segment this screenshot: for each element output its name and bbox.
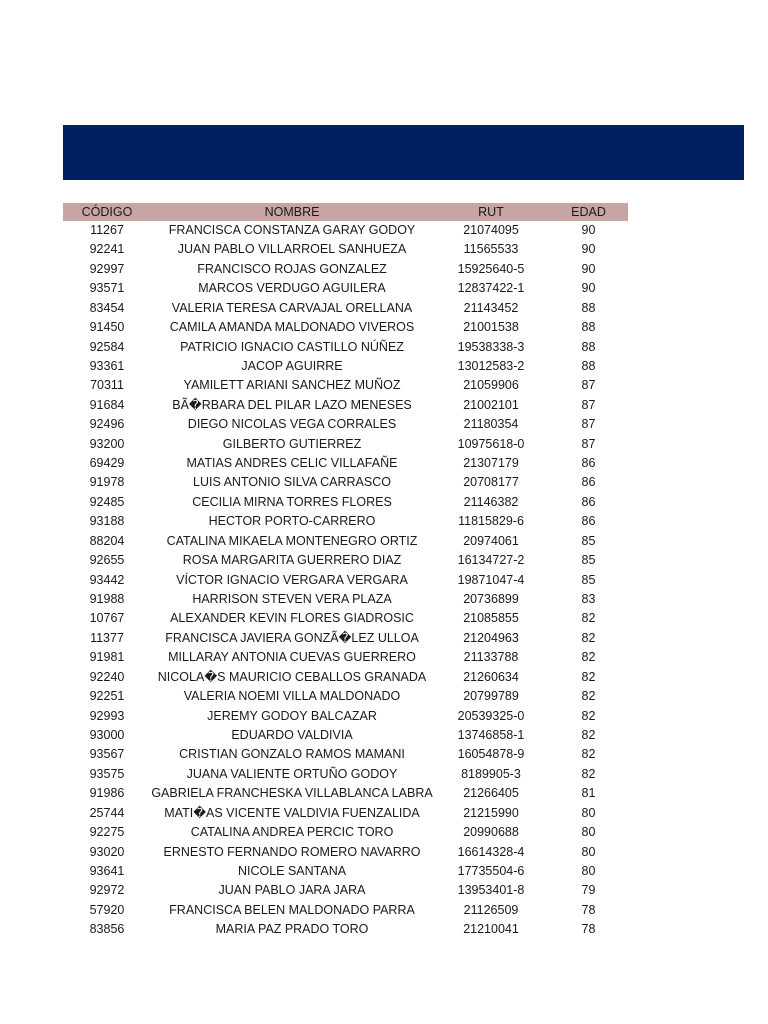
cell-codigo: 83454 [89, 300, 125, 315]
cell-edad: 80 [581, 825, 596, 840]
cell-rut: 21085855 [463, 611, 519, 626]
cell-edad: 88 [581, 339, 596, 354]
cell-nombre: MARIA PAZ PRADO TORO [215, 922, 369, 937]
cell-rut: 21215990 [463, 805, 519, 820]
cell-edad: 82 [581, 689, 596, 704]
cell-codigo: 92997 [89, 261, 125, 276]
cell-codigo: 92251 [89, 689, 125, 704]
cell-nombre: MATIAS ANDRES CELIC VILLAFAÑE [186, 456, 398, 471]
cell-rut: 21146382 [463, 494, 519, 509]
table-row [63, 707, 628, 726]
cell-rut: 13746858-1 [457, 727, 525, 742]
cell-rut: 16134727-2 [457, 553, 525, 568]
cell-rut: 10975618-0 [457, 436, 525, 451]
cell-rut: 20799789 [463, 689, 519, 704]
table-row [63, 338, 628, 357]
cell-codigo: 92485 [89, 494, 125, 509]
table-row [63, 862, 628, 881]
student-table [63, 203, 628, 940]
cell-codigo: 91978 [89, 475, 125, 490]
cell-edad: 90 [581, 281, 596, 296]
cell-codigo: 93361 [89, 358, 125, 373]
table-row [63, 609, 628, 628]
cell-nombre: GILBERTO GUTIERREZ [222, 436, 362, 451]
cell-codigo: 83856 [89, 922, 125, 937]
cell-rut: 20708177 [463, 475, 519, 490]
cell-codigo: 10767 [89, 611, 125, 626]
table-row [63, 532, 628, 551]
table-row [63, 473, 628, 492]
cell-rut: 20736899 [463, 592, 519, 607]
cell-rut: 12837422-1 [457, 281, 525, 296]
cell-rut: 16614328-4 [457, 844, 525, 859]
column-header-rut: RUT [478, 205, 504, 219]
cell-edad: 82 [581, 669, 596, 684]
cell-nombre: MARCOS VERDUGO AGUILERA [198, 281, 386, 296]
table-row [63, 396, 628, 415]
cell-codigo: 57920 [89, 902, 125, 917]
table-row [63, 687, 628, 706]
table-row [63, 376, 628, 395]
table-row [63, 415, 628, 434]
cell-rut: 13953401-8 [457, 883, 525, 898]
cell-nombre: CATALINA MIKAELA MONTENEGRO ORTIZ [166, 533, 418, 548]
cell-edad: 90 [581, 261, 596, 276]
cell-rut: 21133788 [463, 650, 519, 665]
cell-nombre: FRANCISCA CONSTANZA GARAY GODOY [168, 223, 416, 237]
cell-codigo: 69429 [89, 456, 125, 471]
cell-nombre: JEREMY GODOY BALCAZAR [207, 708, 377, 723]
table-row [63, 299, 628, 318]
cell-codigo: 11267 [90, 223, 124, 237]
table-row [63, 240, 628, 259]
column-header-nombre: NOMBRE [264, 205, 320, 219]
cell-edad: 82 [581, 727, 596, 742]
cell-nombre: ROSA MARGARITA GUERRERO DIAZ [182, 553, 402, 568]
cell-nombre: LUIS ANTONIO SILVA CARRASCO [193, 475, 391, 490]
cell-nombre: CRISTIAN GONZALO RAMOS MAMANI [179, 747, 405, 762]
cell-nombre: NICOLA�S MAURICIO CEBALLOS GRANADA [157, 669, 427, 684]
cell-rut: 21210041 [463, 922, 519, 937]
table-header-row [63, 203, 628, 221]
cell-codigo: 91981 [89, 650, 125, 665]
cell-rut: 15925640-5 [457, 261, 525, 276]
cell-edad: 82 [581, 766, 596, 781]
cell-nombre: JUAN PABLO JARA JARA [218, 883, 366, 898]
cell-nombre: PATRICIO IGNACIO CASTILLO NÚÑEZ [180, 339, 404, 354]
cell-codigo: 11377 [90, 630, 124, 645]
cell-codigo: 91450 [89, 320, 125, 335]
cell-nombre: ALEXANDER KEVIN FLORES GIADROSIC [170, 611, 414, 626]
table-row [63, 279, 628, 298]
cell-codigo: 25744 [89, 805, 125, 820]
cell-nombre: FRANCISCO ROJAS GONZALEZ [197, 261, 387, 276]
cell-codigo: 91986 [89, 786, 125, 801]
cell-nombre: VÍCTOR IGNACIO VERGARA VERGARA [176, 572, 408, 587]
cell-rut: 21266405 [463, 786, 519, 801]
cell-codigo: 93442 [89, 572, 125, 587]
cell-nombre: NICOLE SANTANA [237, 863, 347, 878]
cell-edad: 82 [581, 747, 596, 762]
table-row [63, 454, 628, 473]
cell-edad: 82 [581, 611, 596, 626]
table-row [63, 590, 628, 609]
cell-edad: 80 [581, 863, 596, 878]
cell-nombre: JACOP AGUIRRE [241, 358, 343, 373]
cell-codigo: 92972 [89, 883, 125, 898]
cell-nombre: MILLARAY ANTONIA CUEVAS GUERRERO [168, 650, 416, 665]
cell-rut: 21260634 [463, 669, 519, 684]
cell-rut: 21307179 [463, 456, 519, 471]
cell-nombre: MATI�AS VICENTE VALDIVIA FUENZALIDA [164, 805, 420, 820]
cell-codigo: 91988 [89, 592, 125, 607]
cell-codigo: 92241 [89, 242, 125, 257]
cell-codigo: 93575 [89, 766, 125, 781]
table-row [63, 512, 628, 531]
column-header-codigo: CÓDIGO [81, 205, 133, 219]
table-row [63, 726, 628, 745]
cell-codigo: 92496 [89, 417, 125, 432]
cell-codigo: 92584 [89, 339, 125, 354]
table-row [63, 901, 628, 920]
cell-edad: 80 [581, 844, 596, 859]
cell-edad: 88 [581, 300, 596, 315]
cell-nombre: CECILIA MIRNA TORRES FLORES [192, 494, 392, 509]
cell-codigo: 92655 [89, 553, 125, 568]
table-row [63, 221, 628, 240]
cell-nombre: BÃ�RBARA DEL PILAR LAZO MENESES [172, 397, 412, 412]
cell-rut: 11565533 [463, 242, 519, 257]
cell-edad: 90 [581, 242, 596, 257]
cell-rut: 21180354 [463, 417, 519, 432]
cell-rut: 21059906 [463, 378, 519, 393]
table-row [63, 881, 628, 900]
cell-codigo: 93020 [89, 844, 125, 859]
cell-codigo: 91684 [89, 397, 125, 412]
cell-nombre: CAMILA AMANDA MALDONADO VIVEROS [169, 320, 415, 335]
cell-edad: 87 [581, 397, 596, 412]
cell-nombre: FRANCISCA BELEN MALDONADO PARRA [169, 902, 415, 917]
cell-codigo: 88204 [89, 533, 125, 548]
cell-rut: 20990688 [463, 825, 519, 840]
cell-edad: 79 [581, 883, 596, 898]
cell-nombre: CATALINA ANDREA PERCIC TORO [190, 825, 394, 840]
cell-codigo: 92993 [89, 708, 125, 723]
table-row [63, 804, 628, 823]
cell-nombre: YAMILETT ARIANI SANCHEZ MUÑOZ [183, 378, 401, 393]
cell-edad: 85 [581, 572, 596, 587]
table-row [63, 648, 628, 667]
table-row [63, 435, 628, 454]
cell-rut: 19871047-4 [457, 572, 525, 587]
cell-edad: 85 [581, 553, 596, 568]
cell-edad: 83 [581, 592, 596, 607]
table-row [63, 668, 628, 687]
cell-edad: 88 [581, 358, 596, 373]
table-row [63, 843, 628, 862]
cell-rut: 16054878-9 [457, 747, 525, 762]
cell-edad: 87 [581, 417, 596, 432]
column-header-edad: EDAD [571, 205, 606, 219]
table-row [63, 765, 628, 784]
cell-edad: 85 [581, 533, 596, 548]
cell-edad: 82 [581, 650, 596, 665]
cell-edad: 81 [581, 786, 596, 801]
cell-nombre: VALERIA TERESA CARVAJAL ORELLANA [171, 300, 413, 315]
cell-rut: 19538338-3 [457, 339, 525, 354]
cell-rut: 21204963 [463, 630, 519, 645]
cell-rut: 21143452 [463, 300, 519, 315]
cell-edad: 78 [581, 922, 596, 937]
table-row [63, 629, 628, 648]
cell-edad: 86 [581, 494, 596, 509]
cell-nombre: FRANCISCA JAVIERA GONZÃ�LEZ ULLOA [165, 630, 419, 645]
cell-codigo: 93567 [89, 747, 125, 762]
cell-rut: 21074095 [463, 223, 519, 237]
cell-nombre: DIEGO NICOLAS VEGA CORRALES [187, 417, 397, 432]
table-row [63, 745, 628, 764]
cell-nombre: EDUARDO VALDIVIA [231, 727, 353, 742]
cell-nombre: HARRISON STEVEN VERA PLAZA [192, 592, 392, 607]
table-row [63, 920, 628, 939]
cell-nombre: GABRIELA FRANCHESKA VILLABLANCA LABRA [151, 786, 433, 801]
table-row [63, 318, 628, 337]
cell-edad: 90 [581, 223, 596, 237]
cell-edad: 86 [581, 475, 596, 490]
table-row [63, 260, 628, 279]
header-banner [63, 125, 744, 180]
cell-nombre: ERNESTO FERNANDO ROMERO NAVARRO [163, 844, 421, 859]
cell-codigo: 93641 [89, 863, 125, 878]
cell-codigo: 93000 [89, 727, 125, 742]
table-row [63, 823, 628, 842]
cell-nombre: JUANA VALIENTE ORTUÑO GODOY [186, 766, 398, 781]
table-row [63, 571, 628, 590]
table-row [63, 551, 628, 570]
cell-rut: 13012583-2 [457, 358, 525, 373]
cell-edad: 82 [581, 630, 596, 645]
cell-edad: 87 [581, 436, 596, 451]
cell-rut: 21002101 [463, 397, 519, 412]
table-row [63, 357, 628, 376]
cell-edad: 88 [581, 320, 596, 335]
cell-codigo: 93188 [89, 514, 125, 529]
table-row [63, 493, 628, 512]
cell-edad: 86 [581, 456, 596, 471]
cell-rut: 8189905-3 [461, 766, 521, 781]
table-row [63, 784, 628, 803]
cell-codigo: 70311 [90, 378, 124, 393]
cell-edad: 82 [581, 708, 596, 723]
cell-rut: 11815829-6 [458, 514, 524, 529]
cell-nombre: VALERIA NOEMI VILLA MALDONADO [183, 689, 401, 704]
cell-codigo: 93571 [89, 281, 125, 296]
cell-edad: 80 [581, 805, 596, 820]
cell-nombre: JUAN PABLO VILLARROEL SANHUEZA [177, 242, 407, 257]
cell-codigo: 92240 [89, 669, 125, 684]
cell-codigo: 93200 [89, 436, 125, 451]
cell-rut: 20539325-0 [457, 708, 525, 723]
cell-rut: 20974061 [463, 533, 519, 548]
table-body [63, 221, 628, 940]
cell-nombre: HECTOR PORTO-CARRERO [208, 514, 376, 529]
cell-edad: 78 [581, 902, 596, 917]
cell-rut: 21001538 [463, 320, 519, 335]
cell-rut: 21126509 [463, 902, 519, 917]
cell-edad: 86 [581, 514, 596, 529]
cell-codigo: 92275 [89, 825, 125, 840]
cell-rut: 17735504-6 [457, 863, 525, 878]
cell-edad: 87 [581, 378, 596, 393]
